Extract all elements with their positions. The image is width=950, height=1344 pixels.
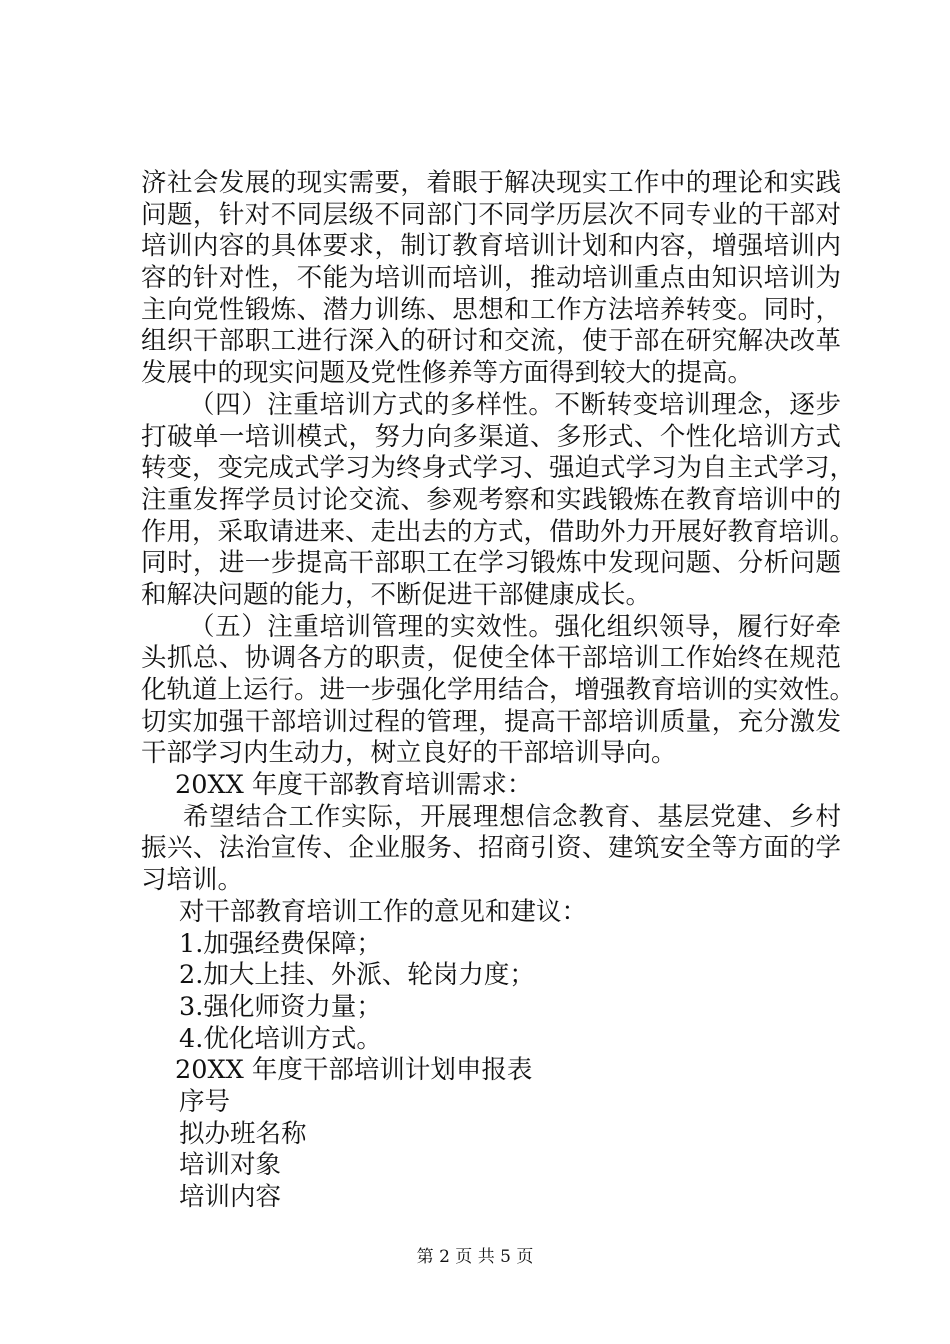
paragraph-training-management: [141, 611, 856, 770]
text-line: （四）注重培训方式的多样性。不断转变培训理念，逐步: [189, 389, 841, 420]
text-line: 发展中的现实问题及党性修养等方面得到较大的提高。: [141, 358, 754, 389]
paragraph-training-content: [141, 168, 841, 390]
table-headers: [141, 1087, 841, 1214]
text-line: 培训内容的具体要求，制订教育培训计划和内容，增强培训内: [141, 231, 841, 262]
text-line: 振兴、法治宣传、企业服务、招商引资、建筑安全等方面的学: [141, 833, 841, 864]
text-line: 容的针对性，不能为培训而培训，推动培训重点由知识培训为: [141, 263, 841, 294]
text-line: 同时，进一步提高干部职工在学习锻炼中发现问题、分析问题: [141, 548, 841, 579]
paragraph-needs: [141, 802, 841, 897]
suggestions-list: [141, 929, 841, 1056]
section-heading-needs: 20XX 年度干部教育培训需求：: [175, 770, 533, 801]
text-line: 济社会发展的现实需要，着眼于解决现实工作中的理论和实践: [141, 168, 841, 198]
section-heading-suggestions: 对干部教育培训工作的意见和建议：: [179, 896, 588, 927]
text-line: 切实加强干部培训过程的管理，提高干部培训质量，充分激发: [141, 706, 841, 737]
text-line: 和解决问题的能力，不断促进干部健康成长。: [141, 579, 652, 610]
text-line: 注重发挥学员讨论交流、参观考察和实践锻炼在教育培训中的: [141, 484, 841, 515]
text-line: 打破单一培训模式，努力向多渠道、多形式、个性化培训方式: [141, 421, 841, 452]
text-line: 头抓总、协调各方的职责，促使全体干部培训工作始终在规范: [141, 643, 841, 674]
paragraph-training-methods: [141, 389, 856, 612]
text-line: 主向党性锻炼、潜力训练、思想和工作方法培养转变。同时，: [141, 294, 841, 325]
table-title: 20XX 年度干部培训计划申报表: [175, 1055, 533, 1086]
table-header-cell: 拟办班名称: [179, 1118, 307, 1149]
list-item: 3.强化师资力量；: [179, 991, 382, 1022]
text-line: （五）注重培训管理的实效性。强化组织领导，履行好牵: [189, 611, 841, 642]
list-item: 4.优化培训方式。: [179, 1023, 382, 1054]
list-item: 1.加强经费保障；: [179, 928, 382, 959]
table-header-cell: 序号: [179, 1086, 231, 1117]
text-line: 干部学习内生动力，树立良好的干部培训导向。: [141, 738, 677, 769]
table-header-cell: 培训内容: [179, 1182, 282, 1212]
text-line: 习培训。: [141, 865, 244, 896]
text-line: 希望结合工作实际，开展理想信念教育、基层党建、乡村: [183, 801, 841, 832]
text-line: 问题，针对不同层级不同部门不同学历层次不同专业的干部对: [141, 199, 841, 230]
text-line: 作用，采取请进来、走出去的方式，借助外力开展好教育培训。: [141, 516, 856, 547]
document-body: [141, 168, 856, 1214]
table-header-cell: 培训对象: [179, 1150, 282, 1181]
text-line: 转变，变完成式学习为终身式学习、强迫式学习为自主式学习，: [141, 453, 856, 484]
list-item: 2.加大上挂、外派、轮岗力度；: [179, 960, 535, 991]
page-number-footer: 第 2 页 共 5 页: [416, 1247, 534, 1267]
text-line: 组织干部职工进行深入的研讨和交流，使于部在研究解决改革: [141, 326, 841, 357]
text-line: 化轨道上运行。进一步强化学用结合，增强教育培训的实效性。: [141, 675, 856, 705]
